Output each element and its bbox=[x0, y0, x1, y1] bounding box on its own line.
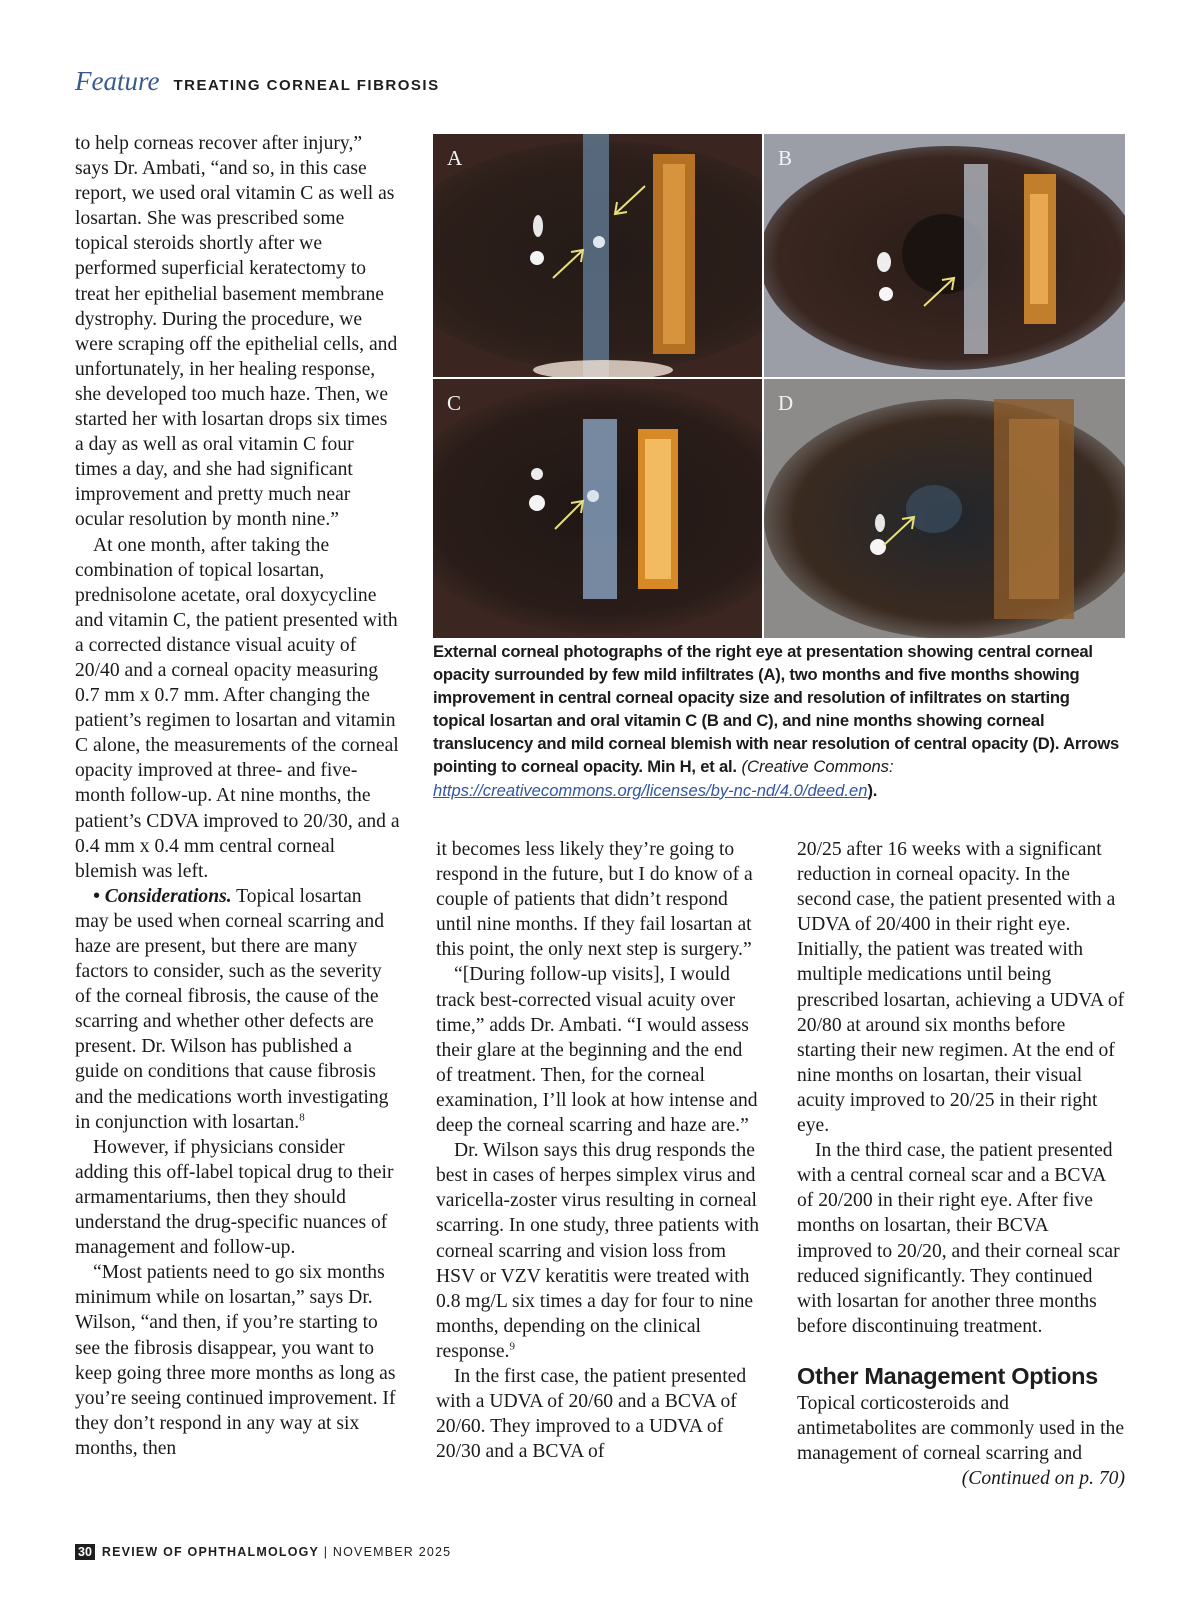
paragraph: At one month, after taking the combination of topical losartan, prednisolone acetate, oral doxycycline and vitamin C, the patient presented with a corrected distance visual acuity of 20/40 and a corneal opacity measuring 0.7 mm x 0.7 mm. After changing the patient’s regimen to losartan and vitamin C alone, the measurements of the corneal opacity improved at three- and five-month follow-up. At nine months, the patient’s CDVA improved to 20/30, and a 0.4 mm x 0.4 mm central corneal blemish was left. bbox=[75, 534, 400, 882]
eye-photo-panel-b bbox=[764, 134, 1125, 377]
paragraph: In the first case, the patient presented with a UDVA of 20/60 and a BCVA of 20/60. They improved to a UDVA of 20/30 and a BCVA of bbox=[436, 1365, 747, 1463]
paragraph bbox=[75, 884, 400, 1135]
paragraph: In the third case, the patient presented with a central corneal scar and a BCVA of 20/200 in their right eye. After five months on losartan, their BCVA improved to 20/20, and their corneal scar reduced significantly. They continued with losartan for another three months before discontinuing treatment. bbox=[797, 1140, 1120, 1337]
eye-photo-panel-d bbox=[764, 379, 1125, 638]
paragraph: 20/25 after 16 weeks with a significant reduction in corneal opacity. In the second case, the patient presented with a UDVA of 20/400 in their right eye. Initially, the patient was treated with multiple medications until being prescribed losartan, achieving a UDVA of 20/80 at around six months before starting their new regimen. At the end of nine months on losartan, their visual acuity improved to 20/25 in their right eye. bbox=[797, 839, 1125, 1137]
text-column-3 bbox=[797, 837, 1125, 1491]
magazine-name: REVIEW OF OPHTHALMOLOGY bbox=[101, 1545, 320, 1559]
page-footer bbox=[75, 1544, 451, 1560]
section-subhead: Other Management Options bbox=[797, 1362, 1098, 1389]
panel-letter-b: B bbox=[778, 146, 793, 170]
running-header bbox=[75, 66, 440, 106]
panel-letter-c: C bbox=[447, 391, 462, 415]
paragraph: However, if physicians consider adding this off-label topical drug to their armamentariums, then they should understand the drug-specific nuances of management and follow-up. bbox=[75, 1136, 394, 1259]
continued-note: (Continued on p. 70) bbox=[961, 1468, 1125, 1490]
paragraph: “Most patients need to go six months minimum while on losartan,” says Dr. Wilson, “and then, if you’re starting to see the fibrosis disappear, you want to keep going three more months as long as you’re seeing continued improvement. If they don’t respond in any way at six months, then bbox=[75, 1262, 396, 1459]
paragraph-text: Topical losartan may be used when corneal scarring and haze are present, but there are many factors to consider, such as the severity of the corneal fibrosis, the cause of the scarring and whether other defects are present. Dr. Wilson has published a guide on conditions that cause fibrosis and the medications worth investigating in conjunction with losartan. bbox=[75, 885, 389, 1133]
reference-superscript: 8 bbox=[299, 1111, 305, 1124]
paragraph: it becomes less likely they’re going to respond in the future, but I do know of a couple of patients that didn’t respond until nine months. If they fail losartan at this point, the only next step is surgery.” bbox=[436, 839, 753, 961]
figure-caption bbox=[433, 640, 1125, 802]
paragraph: “[During follow-up visits], I would track best-corrected visual acuity over time,” adds Dr. Ambati. “I would assess their glare at the beginning and the end of treatment. Then, for the corneal examination, I’ll look at how intense and deep the corneal scarring and haze are.” bbox=[436, 964, 758, 1137]
panel-letter-d: D bbox=[778, 391, 794, 415]
paragraph: to help corneas recover after injury,” says Dr. Ambati, “and so, in this case report, we used oral vitamin C as well as losartan. She was prescribed some topical steroids shortly after we performed superficial keratectomy to treat her epithelial basement membrane dystrophy. During the procedure, we were scraping off the epithelial cells, and unfortunately, in her healing response, she developed too much haze. Then, we started her with losartan drops six times a day as well as oral vitamin C four times a day, and she had significant improvement and pretty much near ocular resolution by month nine.” bbox=[75, 133, 398, 531]
caption-credit: (Creative Commons: bbox=[736, 757, 894, 777]
figure-eye-photographs bbox=[433, 134, 1125, 638]
paragraph-text: Dr. Wilson says this drug responds the best in cases of herpes simplex virus and varicella-zoster virus resulting in corneal scarring. In one study, three patients with corneal scarring and vision loss from HSV or VZV keratitis were treated with 0.8 mg/L six times a day for four to nine months, depending on the clinical response. bbox=[436, 1140, 760, 1362]
run-in-head: • Considerations. bbox=[93, 885, 232, 907]
caption-close: ). bbox=[867, 780, 878, 800]
footer-separator: | bbox=[319, 1545, 333, 1559]
section-label: Feature bbox=[75, 66, 160, 96]
panel-letter-a: A bbox=[447, 146, 463, 170]
paragraph: Topical corticosteroids and antimetabolites are commonly used in the management of corneal scarring and bbox=[797, 1392, 1125, 1465]
page-number: 30 bbox=[75, 1544, 95, 1560]
license-link[interactable]: https://creativecommons.org/licenses/by-nc-nd/4.0/deed.en bbox=[433, 780, 868, 800]
text-column-2 bbox=[436, 837, 763, 1464]
reference-superscript: 9 bbox=[509, 1340, 515, 1353]
eye-photo-panel-c bbox=[433, 379, 762, 638]
eye-photo-panel-a bbox=[433, 134, 762, 377]
paragraph bbox=[436, 1138, 763, 1364]
caption-text: External corneal photographs of the right eye at presentation showing central corneal opacity surrounded by few mild infiltrates (A), two months and five months showing improvement in central corneal opacity size and resolution of infiltrates on starting topical losartan and oral vitamin C (B and C), and nine months showing corneal translucency and mild corneal blemish with near resolution of central opacity (D). Arrows pointing to corneal opacity. Min H, et al. bbox=[433, 642, 1120, 777]
text-column-1 bbox=[75, 131, 400, 1461]
article-topic: TREATING CORNEAL FIBROSIS bbox=[173, 77, 440, 94]
issue-date: NOVEMBER 2025 bbox=[332, 1545, 452, 1559]
